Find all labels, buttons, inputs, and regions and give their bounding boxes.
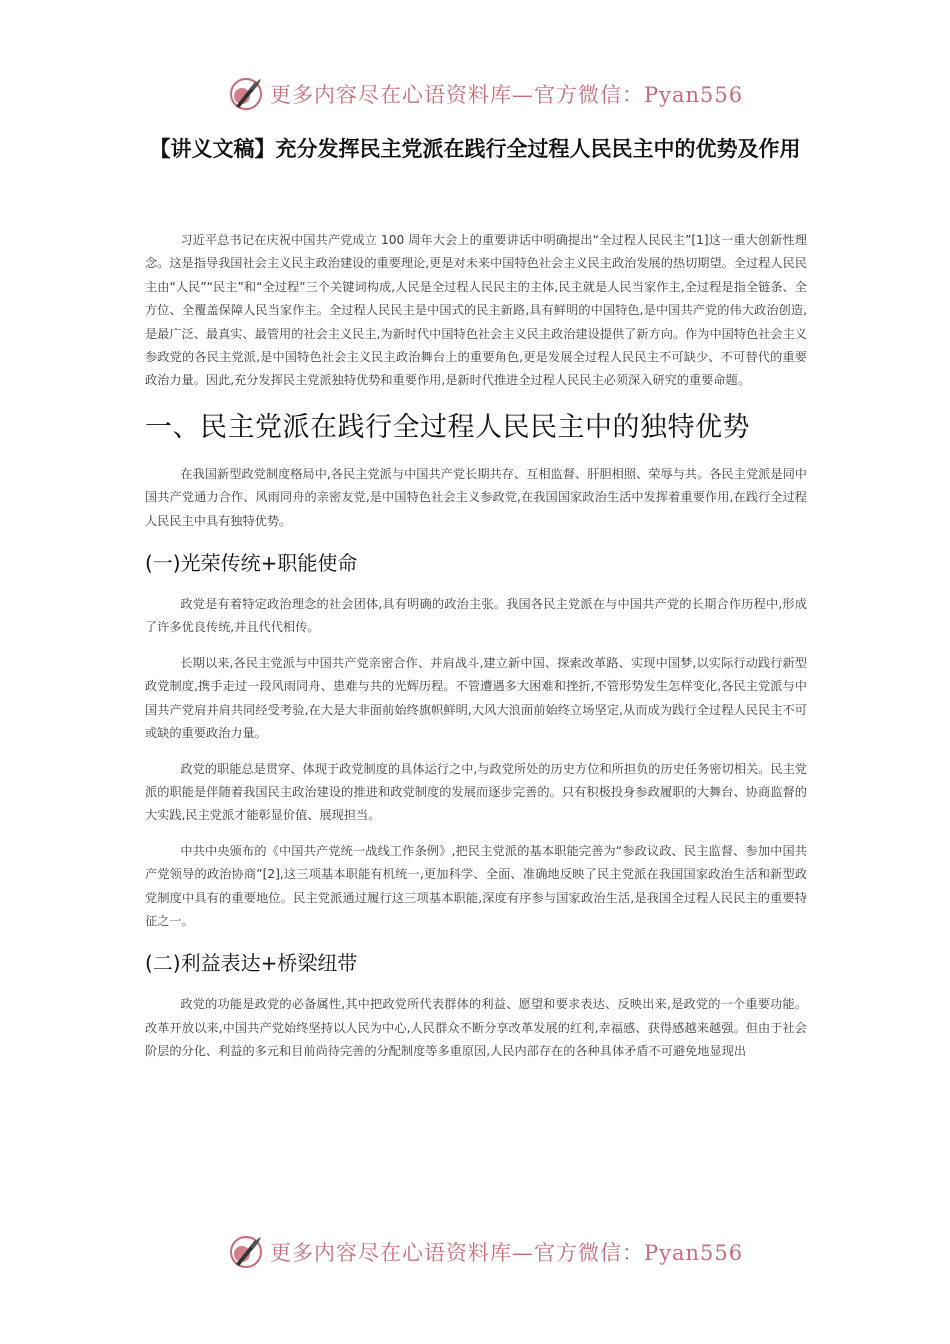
subsection-heading: (二)利益表达+桥梁纽带 (145, 951, 358, 976)
header-banner (228, 76, 743, 112)
body-paragraph: 政党的职能总是贯穿、体现于政党制度的具体运行之中,与政党所处的历史方位和所担负的历史任务密切相关。民主党派的职能是伴随着我国民主政治建设的推进和政党制度的发展而逐步完善的。只有积极投身参政履职的大舞台、协商监督的大实践,民主党派才能彰显价值、展现担当。 (145, 761, 807, 823)
banner-text: 更多内容尽在心语资料库—官方微信：Pyan556 (270, 83, 744, 107)
subsection-heading: (一)光荣传统+职能使命 (145, 551, 358, 576)
body-paragraph: 政党是有着特定政治理念的社会团体,具有明确的政治主张。我国各民主党派在与中国共产党的长期合作历程中,形成了许多优良传统,并且代代相传。 (145, 597, 807, 635)
intro-paragraph: 习近平总书记在庆祝中国共产党成立 100 周年大会上的重要讲话中明确提出“全过程人民民主”[1]这一重大创新性理念。这是指导我国社会主义民主政治建设的重要理论,更是对未来中国特色社会主义民主政治发展的热切期望。全过程人民民主由“人民”“民主”和“全过程”三个关键词构成,人民是全过程人民民主的主体,民主就是人民当家作主,全过程是指全链条、全方位、全覆盖保障人民当家作主。全过程人民民主是中国式的民主新路,具有鲜明的中国特色,是中国共产党的伟大政治创造,是最广泛、最真实、最管用的社会主义民主,为新时代中国特色社会主义民主政治建设提供了新方向。作为中国特色社会主义参政党的各民主党派,是中国特色社会主义民主政治舞台上的重要角色,更是发展全过程人民民主不可缺少、不可替代的重要政治力量。因此,充分发挥民主党派独特优势和重要作用,是新时代推进全过程人民民主必须深入研究的重要命题。 (145, 233, 807, 388)
document-title: 【讲义文稿】充分发挥民主党派在践行全过程人民民主中的优势及作用 (149, 137, 801, 161)
quill-logo-icon (228, 1234, 264, 1270)
body-paragraph: 长期以来,各民主党派与中国共产党亲密合作、并肩战斗,建立新中国、探索改革路、实现中国梦,以实际行动践行新型政党制度,携手走过一段风雨同舟、患难与共的光辉历程。不管遭遇多大困难和挫折,不管形势发生怎样变化,各民主党派与中国共产党肩并肩共同经受考验,在大是大非面前始终旗帜鲜明,大风大浪面前始终立场坚定,从而成为践行全过程人民民主不可或缺的重要政治力量。 (145, 655, 807, 741)
body-paragraph: 政党的功能是政党的必备属性,其中把政党所代表群体的利益、愿望和要求表达、反映出来,是政党的一个重要功能。改革开放以来,中国共产党始终坚持以人民为中心,人民群众不断分享改革发展的红利,幸福感、获得感越来越强。但由于社会阶层的分化、利益的多元和目前尚待完善的分配制度等多重原因,人民内部存在的各种具体矛盾不可避免地显现出 (145, 997, 807, 1059)
banner-text: 更多内容尽在心语资料库—官方微信：Pyan556 (270, 1241, 744, 1265)
footer-banner (228, 1234, 743, 1270)
body-paragraph: 中共中央颁布的《中国共产党统一战线工作条例》,把民主党派的基本职能完善为“参政议政、民主监督、参加中国共产党领导的政治协商”[2],这三项基本职能有机统一,更加科学、全面、准确地反映了民主党派在我国国家政治生活和新型政党制度中具有的重要地位。民主党派通过履行这三项基本职能,深度有序参与国家政治生活,是我国全过程人民民主的重要特征之一。 (145, 843, 807, 928)
quill-logo-icon (228, 76, 264, 112)
section-intro-paragraph: 在我国新型政党制度格局中,各民主党派与中国共产党长期共存、互相监督、肝胆相照、荣辱与共。各民主党派是同中国共产党通力合作、风雨同舟的亲密友党,是中国特色社会主义参政党,在我国国家政治生活中发挥着重要作用,在践行全过程人民民主中具有独特优势。 (145, 466, 807, 528)
document-body (145, 229, 807, 1076)
section-heading: 一、民主党派在践行全过程人民民主中的独特优势 (145, 411, 750, 443)
